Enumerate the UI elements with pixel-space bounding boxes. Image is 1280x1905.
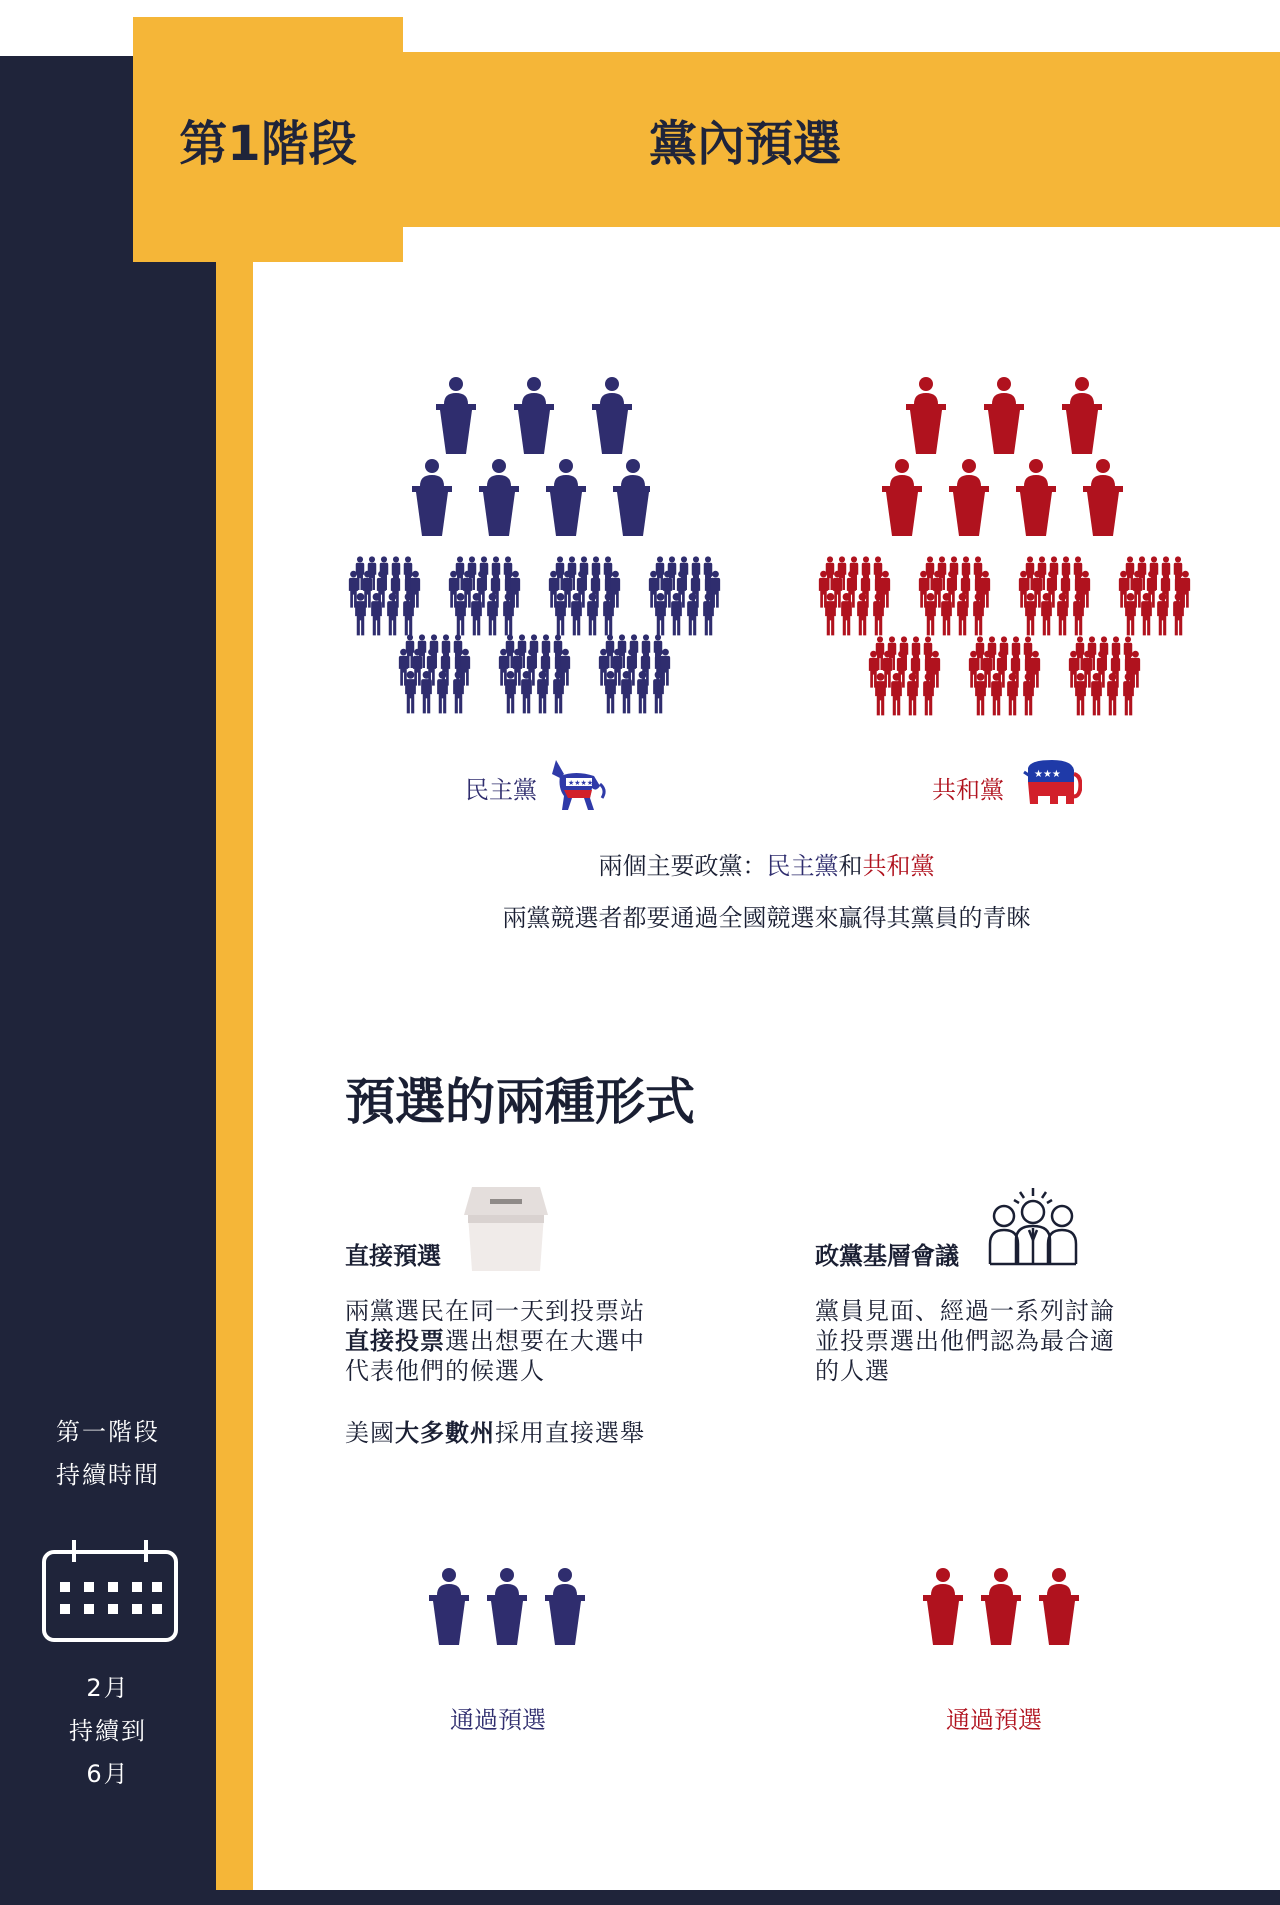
rep-pass-label: 通過預選 xyxy=(946,1706,1042,1734)
sidebar-end: 6月 xyxy=(86,1760,130,1788)
intro-line2: 兩黨競選者都要通過全國競選來贏得其黨員的青睞 xyxy=(502,904,1031,932)
note-rest: 採用直接選舉 xyxy=(495,1419,645,1447)
caucus-line3: 的人選 xyxy=(815,1357,890,1385)
direct-primary-note xyxy=(345,1418,645,1448)
direct-line1: 兩黨選民在同一天到投票站 xyxy=(345,1297,645,1325)
intro-prefix: 兩個主要政黨： xyxy=(598,852,767,880)
note-bold: 大多數州 xyxy=(395,1419,495,1447)
ballot-box-icon xyxy=(462,1185,550,1271)
meeting-icon xyxy=(988,1186,1078,1268)
direct-line2 xyxy=(345,1326,705,1356)
intro-dem: 民主黨 xyxy=(766,852,839,880)
note-prefix: 美國 xyxy=(345,1419,395,1447)
gold-stripe xyxy=(216,262,253,1890)
sidebar-stage-line2: 持續時間 xyxy=(56,1461,160,1489)
sidebar-start: 2月 xyxy=(86,1674,130,1702)
caucus-title: 政黨基層會議 xyxy=(815,1242,959,1270)
sidebar-stage-line1: 第一階段 xyxy=(56,1418,160,1446)
rep-passed-candidates-icon xyxy=(921,1565,1083,1647)
intro-line1 xyxy=(253,846,1280,881)
sidebar-continue: 持續到 xyxy=(69,1717,147,1745)
elephant-icon xyxy=(1022,760,1082,810)
svg-text:★★★: ★★★ xyxy=(1034,769,1061,780)
caucus-line1: 黨員見面、經過一系列討論 xyxy=(815,1297,1115,1325)
rep-label: 共和黨 xyxy=(932,776,1004,804)
rep-candidates-icon xyxy=(880,374,1130,539)
caucus-line2: 並投票選出他們認為最合適 xyxy=(815,1327,1115,1355)
bottom-bar xyxy=(216,1890,1280,1905)
donkey-icon xyxy=(550,758,608,812)
svg-text:★★★★: ★★★★ xyxy=(568,779,594,787)
direct-line2-rest: 選出想要在大選中 xyxy=(445,1327,645,1355)
intro-rep: 共和黨 xyxy=(862,852,935,880)
caucus-desc xyxy=(815,1296,1175,1386)
rep-voters-icon xyxy=(815,556,1195,728)
dem-voters-icon xyxy=(345,556,725,726)
intro-and: 和 xyxy=(838,852,863,880)
stage-label: 第1階段 xyxy=(179,116,357,172)
section-title: 預選的兩種形式 xyxy=(345,1073,695,1131)
dem-pass-label: 通過預選 xyxy=(450,1706,546,1734)
direct-line2-bold: 直接投票 xyxy=(345,1327,445,1355)
direct-primary-title: 直接預選 xyxy=(345,1242,441,1270)
page-title: 黨內預選 xyxy=(648,116,841,172)
dem-passed-candidates-icon xyxy=(427,1565,589,1647)
calendar-icon xyxy=(42,1538,178,1642)
dem-candidates-icon xyxy=(410,374,650,539)
direct-line3: 代表他們的候選人 xyxy=(345,1357,545,1385)
direct-primary-desc xyxy=(345,1296,705,1386)
dem-label: 民主黨 xyxy=(465,776,537,804)
